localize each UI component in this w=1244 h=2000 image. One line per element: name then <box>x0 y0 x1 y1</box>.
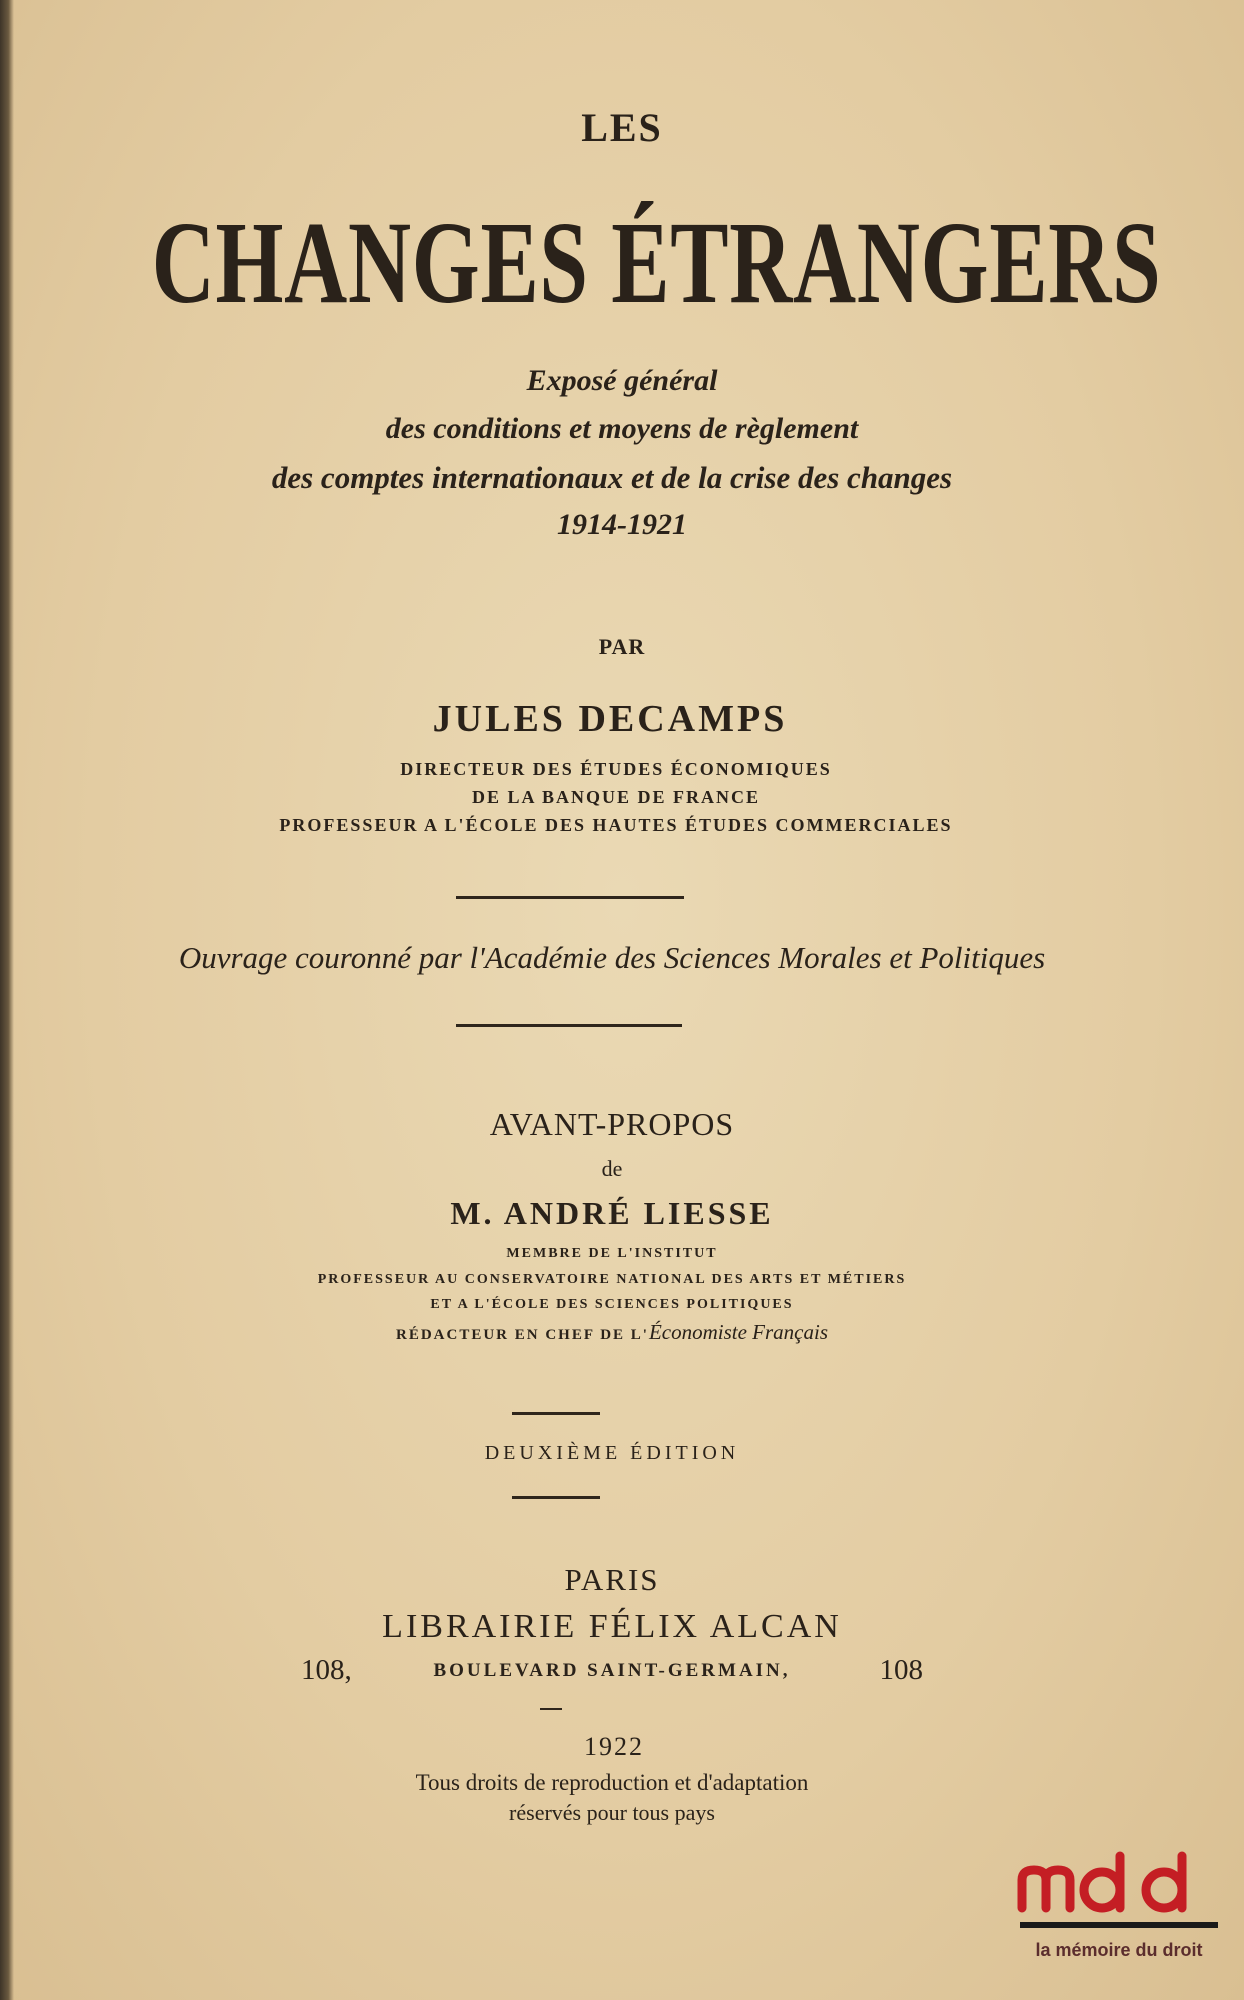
publication-year: 1922 <box>584 1732 644 1761</box>
divider-rule <box>512 1412 600 1415</box>
mdd-logo-icon <box>1014 1836 1224 1936</box>
foreword-title-4-prefix: RÉDACTEUR EN CHEF DE L' <box>395 1327 649 1343</box>
mdd-caption: la mémoire du droit <box>1035 1940 1203 1960</box>
foreword-title-3: ET A L'ÉCOLE DES SCIENCES POLITIQUES <box>430 1297 794 1312</box>
rights-line-1: Tous droits de reproduction et d'adaptation <box>415 1770 809 1795</box>
author-name: JULES DECAMPS <box>432 698 788 740</box>
short-dash <box>540 1708 562 1710</box>
divider-rule <box>512 1496 600 1499</box>
subtitle-line-1: Exposé général <box>526 364 718 397</box>
divider-rule <box>456 1024 682 1027</box>
foreword-by: de <box>601 1156 623 1181</box>
publisher-address <box>0 1654 1234 1686</box>
foreword-heading: AVANT-PROPOS <box>489 1106 735 1142</box>
address-number-left: 108, <box>301 1654 352 1686</box>
mdd-watermark-logo <box>1014 1836 1224 1966</box>
publisher-name: LIBRAIRIE FÉLIX ALCAN <box>382 1608 842 1645</box>
author-title-3: PROFESSEUR A L'ÉCOLE DES HAUTES ÉTUDES COMMERCIALES <box>279 815 953 835</box>
foreword-title-1: MEMBRE DE L'INSTITUT <box>506 1246 718 1261</box>
subtitle-line-3: des comptes internationaux et de la crise des changes <box>271 460 953 495</box>
journal-name: Économiste Français <box>648 1320 829 1344</box>
publisher-city: PARIS <box>564 1562 660 1597</box>
address-street: BOULEVARD SAINT-GERMAIN, <box>433 1660 791 1681</box>
subtitle-line-2: des conditions et moyens de règlement <box>385 412 859 445</box>
book-title: CHANGES ÉTRANGERS <box>151 197 1162 328</box>
foreword-title-4 <box>0 1320 1234 1345</box>
rights-line-2: réservés pour tous pays <box>509 1800 715 1825</box>
title-article: LES <box>581 105 663 150</box>
author-title-2: DE LA BANQUE DE FRANCE <box>471 787 761 807</box>
award-note: Ouvrage couronné par l'Académie des Sciences Morales et Politiques <box>178 940 1046 975</box>
address-number-right: 108 <box>879 1654 923 1686</box>
foreword-author: M. ANDRÉ LIESSE <box>450 1195 774 1231</box>
book-spine-shadow <box>0 0 14 2000</box>
edition-label: DEUXIÈME ÉDITION <box>484 1442 740 1464</box>
foreword-title-2: PROFESSEUR AU CONSERVATOIRE NATIONAL DES ARTS ET MÉTIERS <box>317 1272 907 1287</box>
by-label: PAR <box>598 634 646 659</box>
author-title-1: DIRECTEUR DES ÉTUDES ÉCONOMIQUES <box>400 759 832 779</box>
divider-rule <box>456 896 684 899</box>
subtitle-years: 1914-1921 <box>557 508 687 541</box>
